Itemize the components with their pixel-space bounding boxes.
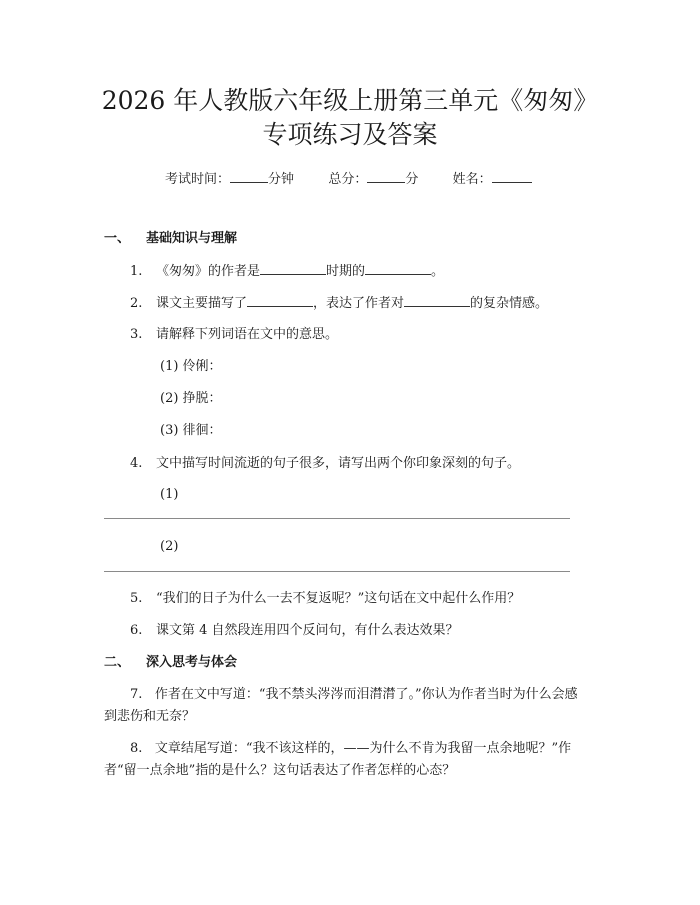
page-title-line1: 2026 年人教版六年级上册第三单元《匆匆》 (101, 86, 599, 115)
question-2-number: 2. (130, 296, 143, 311)
question-3-number: 3. (130, 327, 143, 342)
answer-line-2[interactable] (104, 571, 570, 572)
question-1-number: 1. (130, 264, 143, 279)
question-3-item-2: (2) 挣脱： (160, 391, 222, 406)
question-8 (104, 738, 586, 782)
name-label: 姓名： (452, 172, 492, 187)
question-7-text: 作者在文中写道：“我不禁头涔涔而泪潸潸了。”你认为作者当时为什么会感到悲伤和无奈？ (104, 687, 578, 724)
question-2-text-c: 的复杂情感。 (470, 296, 549, 311)
question-4-number: 4. (130, 456, 143, 471)
question-1-blank-a[interactable] (260, 262, 326, 275)
question-1-text-b: 时期的 (326, 264, 366, 279)
question-4 (130, 455, 520, 473)
section-1-heading (104, 230, 237, 248)
name-blank[interactable] (492, 170, 532, 183)
section-2-number: 二、 (104, 655, 131, 670)
question-3-item-3: (3) 徘徊： (160, 423, 222, 438)
question-6-text: 课文第 4 自然段连用四个反问句，有什么表达效果？ (156, 623, 459, 638)
section-1-title: 基础知识与理解 (146, 231, 238, 246)
question-3 (130, 326, 338, 344)
question-8-text: 文章结尾写道：“我不该这样的，——为什么不肯为我留一点余地呢？”作者“留一点余地”指的是什么？这句话表达了作者怎样的心态？ (104, 741, 572, 778)
question-7-number: 7. (130, 687, 143, 702)
question-1-text-a: 《匆匆》的作者是 (156, 264, 261, 279)
page-title-line2: 专项练习及答案 (262, 120, 438, 149)
question-3-text: 请解释下列词语在文中的意思。 (156, 327, 339, 342)
question-7 (104, 684, 586, 728)
exam-meta (165, 170, 532, 189)
section-2-title: 深入思考与体会 (146, 655, 238, 670)
question-3-item-1: (1) 伶俐： (160, 359, 222, 374)
time-blank[interactable] (230, 170, 268, 183)
question-2-blank-a[interactable] (247, 294, 313, 307)
question-2-text-a: 课文主要描写了 (156, 296, 248, 311)
question-6-number: 6. (130, 623, 143, 638)
answer-line-1[interactable] (104, 518, 570, 519)
question-2-text-b: ，表达了作者对 (313, 296, 405, 311)
question-8-number: 8. (130, 741, 143, 756)
question-4-item-2: (2) (160, 539, 179, 554)
question-5-number: 5. (130, 591, 143, 606)
question-1-text-c: 。 (431, 264, 445, 279)
question-1 (130, 262, 444, 281)
question-4-text: 文中描写时间流逝的句子很多，请写出两个你印象深刻的句子。 (156, 456, 521, 471)
question-2-blank-b[interactable] (404, 294, 470, 307)
section-2-heading (104, 654, 237, 672)
question-1-blank-b[interactable] (365, 262, 431, 275)
question-2 (130, 294, 548, 313)
question-5 (130, 590, 520, 608)
score-label: 总分： (328, 172, 368, 187)
time-unit: 分钟 (268, 172, 295, 187)
score-unit: 分 (405, 172, 419, 187)
score-blank[interactable] (367, 170, 405, 183)
question-6 (130, 622, 459, 640)
time-label: 考试时间： (165, 172, 231, 187)
question-4-item-1: (1) (160, 487, 179, 502)
question-5-text: “我们的日子为什么一去不复返呢？”这句话在文中起什么作用？ (156, 591, 521, 606)
section-1-number: 一、 (104, 231, 131, 246)
